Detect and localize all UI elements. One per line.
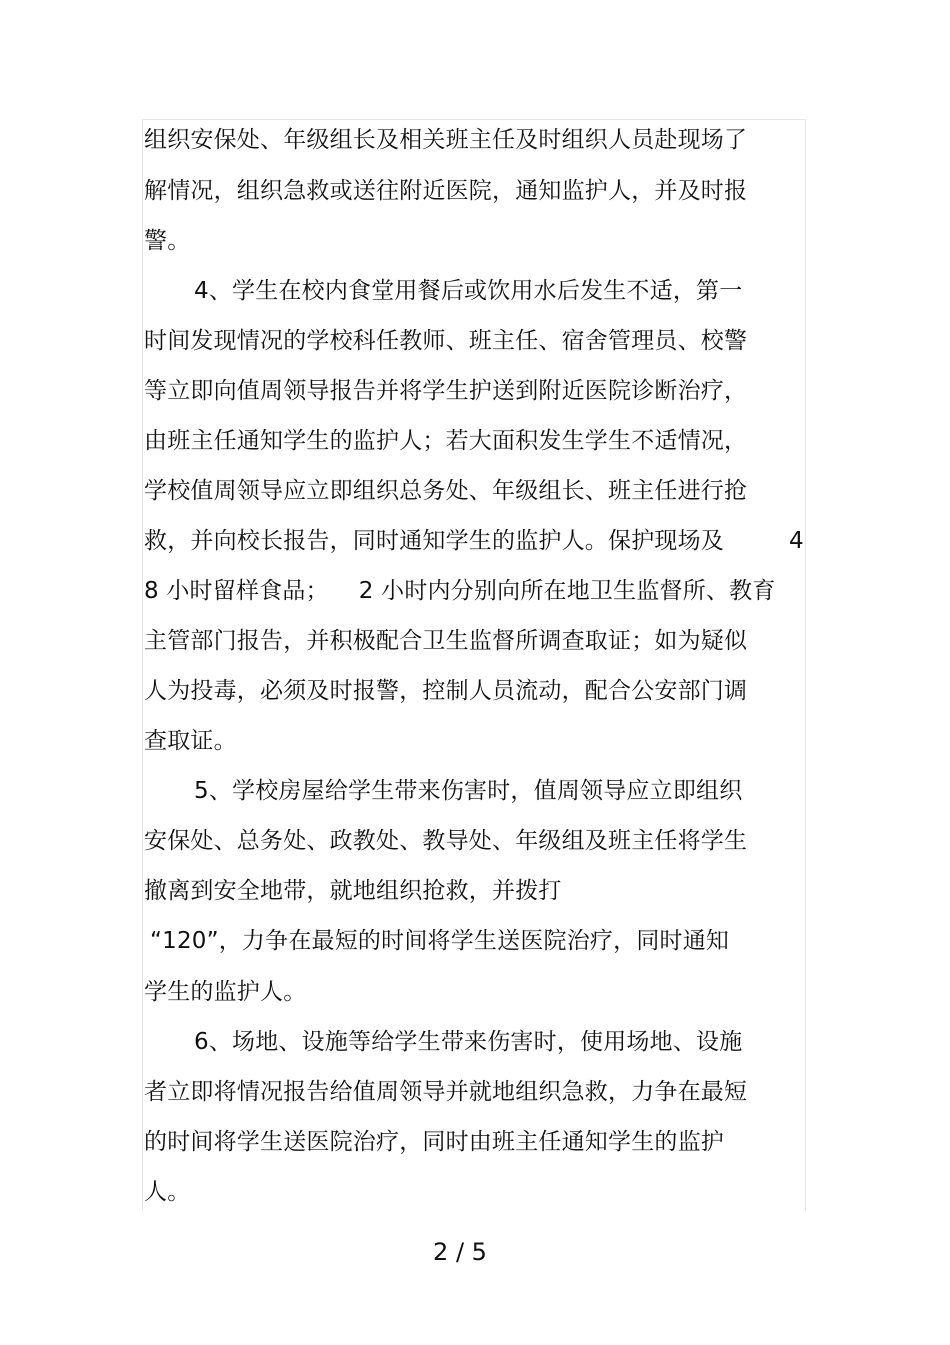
margin-note: 4 [789, 528, 804, 554]
text-line: 主管部门报告，并积极配合卫生监督所调查取证；如为疑似 [144, 628, 748, 654]
text-line: 人为投毒，必须及时报警，控制人员流动，配合公安部门调 [144, 678, 748, 704]
text-line: 由班主任通知学生的监护人；若大面积发生学生不适情况， [144, 428, 748, 454]
text-line: 8 小时留样食品； 2 小时内分别向所在地卫生监督所、教育 [144, 578, 776, 604]
text-line: 解情况，组织急救或送往附近医院，通知监护人，并及时报 [144, 178, 748, 204]
text-line: 警。 [144, 228, 191, 254]
page-number: 2 / 5 [433, 1238, 487, 1266]
text-line: 安保处、总务处、政教处、教导处、年级组及班主任将学生 [144, 828, 748, 854]
text-line: 时间发现情况的学校科任教师、班主任、宿舍管理员、校警 [144, 328, 748, 354]
paragraph-start-line: 5、学校房屋给学生带来伤害时，值周领导应立即组织 [194, 778, 743, 804]
text-line: 学生的监护人。 [144, 979, 307, 1005]
paragraph-start-line: 6、场地、设施等给学生带来伤害时，使用场地、设施 [194, 1029, 743, 1055]
text-line: 的时间将学生送医院治疗，同时由班主任通知学生的监护 [144, 1129, 724, 1155]
text-line: 者立即将情况报告给值周领导并就地组织急救，力争在最短 [144, 1079, 748, 1105]
paragraph-start-line: 4、学生在校内食堂用餐后或饮用水后发生不适，第一 [194, 278, 743, 304]
text-line: 救，并向校长报告，同时通知学生的监护人。保护现场及 [144, 528, 724, 554]
text-line: “120”，力争在最短的时间将学生送医院治疗，同时通知 [150, 928, 730, 954]
text-line: 人。 [144, 1179, 191, 1205]
text-line: 学校值周领导应立即组织总务处、年级组长、班主任进行抢 [144, 478, 748, 504]
text-line: 撤离到安全地带，就地组织抢救，并拨打 [144, 878, 562, 904]
text-line: 等立即向值周领导报告并将学生护送到附近医院诊断治疗， [144, 378, 748, 404]
text-line: 查取证。 [144, 728, 237, 754]
text-line: 组织安保处、年级组长及相关班主任及时组织人员赴现场了 [144, 127, 748, 153]
